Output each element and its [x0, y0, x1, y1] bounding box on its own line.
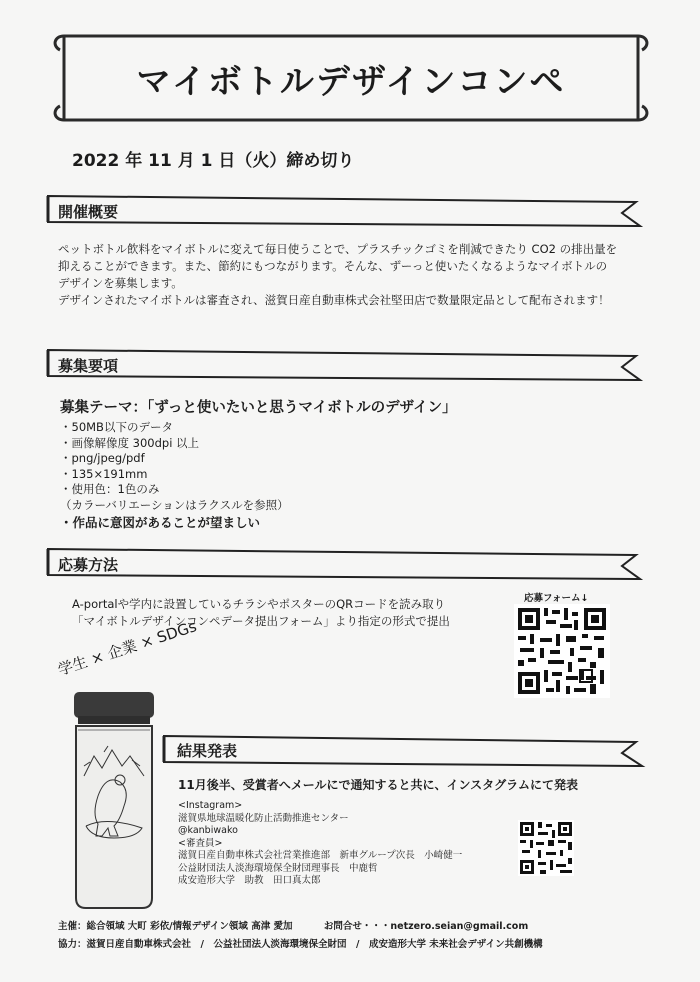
contact-email[interactable]: お問合せ・・・netzero.seian@gmail.com — [323, 921, 529, 932]
section-band-requirements — [44, 342, 644, 388]
results-details — [178, 800, 462, 888]
overview-text — [58, 241, 617, 309]
list-item: （カラーバリエーションはラクスルを参照） — [60, 497, 289, 512]
overview-heading: 開催概要 — [58, 203, 119, 221]
apply-line: 「マイボトルデザインコンペデータ提出フォーム」より指定の形式で提出 — [72, 614, 450, 628]
section-band-apply — [44, 541, 644, 587]
deadline: 2022 年 11 月 1 日（火）締め切り — [72, 151, 355, 171]
list-item: ・135×191mm — [60, 466, 148, 481]
organizers: 主催：総合領域 大町 彩依/情報デザイン領域 高津 愛加 — [58, 921, 293, 932]
detail-line: 滋賀県地球温暖化防止活動推進センター — [178, 812, 349, 824]
qr-label: 応募フォーム↓ — [524, 593, 589, 604]
page-title: マイボトルデザインコンペ — [136, 61, 566, 102]
footer-cooperation: 協力：滋賀日産自動車株式会社 / 公益社団法人淡海環境保全財団 / 成安造形大学 未来社会デザイン共創機構 — [58, 939, 543, 950]
instagram-handle[interactable]: @kanbiwako — [178, 825, 238, 836]
results-announcement: 11月後半、受賞者へメールにで通知すると共に、インスタグラムにて発表 — [178, 778, 578, 792]
list-item: ・画像解像度 300dpi 以上 — [60, 435, 200, 450]
instagram-qr-code[interactable] — [518, 820, 574, 876]
spec-list — [60, 420, 289, 531]
bottle-illustration — [58, 686, 168, 914]
apply-heading: 応募方法 — [58, 556, 119, 574]
list-item: ・使用色：1色のみ — [60, 482, 160, 496]
application-qr-code[interactable] — [514, 604, 610, 698]
detail-line: 滋賀日産自動車株式会社営業推進部 新車グループ次長 小崎健一 — [178, 850, 463, 861]
section-band-overview — [44, 188, 644, 234]
apply-text — [72, 596, 450, 630]
apply-line: A-portalや学内に設置しているチラシやポスターのQRコードを読み取り — [72, 597, 446, 611]
list-item: ・png/jpeg/pdf — [60, 451, 145, 465]
overview-line: デザインを募集します。 — [58, 276, 183, 290]
requirements-heading: 募集要項 — [58, 357, 119, 375]
overview-line: 抑えることができます。また、節約にもつながります。そんな、ずーっと使いたくなるようなマイボトルの — [58, 259, 608, 273]
footer-organizers — [58, 918, 528, 932]
list-item: ・50MB以下のデータ — [60, 420, 173, 434]
detail-line: <Instagram> — [178, 800, 243, 811]
detail-line: <審査員> — [178, 837, 223, 849]
list-item-note: ・作品に意図があることが望ましい — [60, 515, 261, 530]
tagline: 学生 × 企業 × SDGs — [55, 617, 199, 680]
detail-line: 公益財団法人淡海環境保全財団理事長 中鹿哲 — [178, 862, 378, 874]
results-heading: 結果発表 — [177, 742, 238, 760]
overview-line: デザインされたマイボトルは審査され、滋賀日産自動車株式会社堅田店で数量限定品として配布されます！ — [58, 293, 610, 307]
overview-line: ペットボトル飲料をマイボトルに変えて毎日使うことで、プラスチックゴミを削減できたり CO2 の排出量を — [58, 242, 618, 256]
detail-line: 成安造形大学 助教 田口真太郎 — [178, 875, 321, 886]
contest-theme: 募集テーマ：「ずっと使いたいと思うマイボトルのデザイン」 — [60, 400, 457, 416]
